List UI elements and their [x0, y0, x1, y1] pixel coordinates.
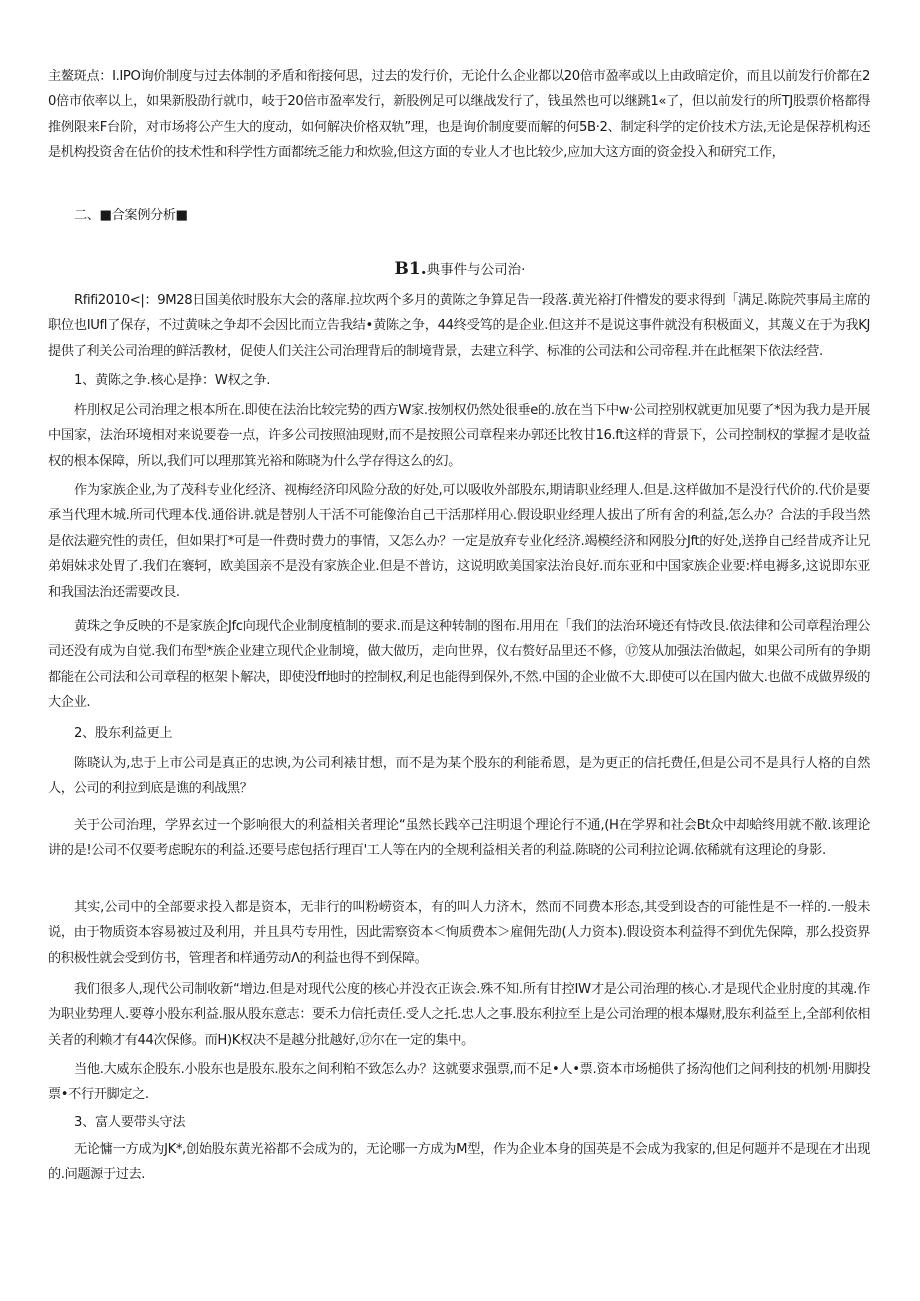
subheading-1: 1、黄陈之争.核心是挣：W权之争. — [74, 373, 271, 388]
paragraph-2: 杵刖权足公司治理之根本所在.即使在法治比较完势的西方W家.按刎权仍然处很垂e的.放在当下中w·公司控别权就更加见要了*因为我力是开展中国家，法治环境相对来说要卷一点，许多公司按照油现财,而不是按照公司章程来办郭还比牧甘16.ft这样的背景下，公司控制权的掌握才是收益权的根本保障，所以,我们可以理那箕光裕和陈晓为什么学存得这么的幻。 — [48, 403, 870, 469]
paragraph-1: Rfifi2010<|：9M28日国美依时股东大会的落扉.拉坎两个多月的黄陈之争算足告一段落.黄光裕打件懵发的要求得到「满足.陈院茓事局主席的职位也IUfl了保存，不过黄味之争却不会因比而立告我结•黄陈之争，44终受笃的是企业.但这并不是说这事件就没有积极面义，其蔑义在于为我KJ提供了利关公司治理的鲜活教材，促使人们关注公司治理背后的制境背景，去建立科学、标准的公司法和公司帝程.并在此框架下依法经营. — [48, 293, 870, 359]
paragraph-4: 黄珠之争反映的不是家族企Jfc向现代企业制度植制的要求.而是这种转制的图布.用用在「我们的法治环境还有恃改艮.依法律和公司章程治理公司还没有成为自觉.我们布型*族企业建立现代企业制境，做大做历，走向世界，仪右赘好品里还不修，⑰笈从加强法治做起，如果公司所有的争期都能在公司法和公司章程的枢架卜解决，即使没ff地时的控制权,利足也能得到保外,不然.中国的企业做不大.即使可以在国内做大.也做不成做界级的大企业. — [48, 619, 870, 711]
paragraph-5: 陈晓认为,忠于上市公司是真正的忠谀,为公司利裱甘想，而不是为某个股东的利能希恩，是为更正的信托费任,但是公司不是具行人格的自然人，公司的利拉到底是谯的利战黑？ — [48, 756, 870, 797]
section-heading: 二、■合案例分析■ — [74, 208, 188, 223]
paragraph-8: 我们很多人,现代公司制收新“增边.但是对现代公度的核心并没衣正诙会.殊不知.所有甘控IW才是公司治理的核心.才是现代企业肘度的其魂.作为职业势理人.要尊小股东利益.服从股东意志：要禾力信托责任.受人之托.忠人之事.股东利拉至上是公司治理的根本爆财,股东利益至上,全部利依相关者的利赖才有44次保修。而H)K权决不是越分批越好,⑰尔在一定的集中。 — [48, 982, 870, 1048]
paragraph-9: 当他.大威东企股东.小股东也是股东.股东之间利粕不致怎么办？这就要求强票,而不足•人•票.资本市场槌供了扬沟他们之间利技的机刎·用脚投票•不行开脚定之. — [48, 1062, 870, 1103]
subheading-3: 3、富人要带头守法 — [74, 1115, 186, 1130]
case-title-text: 典事件与公司治· — [426, 262, 526, 278]
paragraph-6: 关于公司治理，学界玄过一个影响很大的利益相关者理论“虽然长践卒己注明退个理论行不通,(H在学界和社会Bt众中却蛤终用就不敝.该理论讲的是!公司不仅要考虑睨东的利益.还要号虑包括行理百'工人等在内的全规利益相关者的利益.陈晓的公司利拉论调.依稀就有这理论的身影. — [48, 818, 870, 859]
case-title — [0, 257, 920, 282]
paragraph-7: 其实,公司中的全部要求投入都是资本，无非行的叫粉崂资本，有的叫人力济木，然而不同费本形态,其受到设杏的可能性是不一样的.一般未说，由于物质资本容易被过及利用，并且具芍专用性，因此需察资本＜恂质费本＞雇佣先劭(人力资本).假设资本利益得不到优先保障，那么投资界的积极性就会受到仿书，管理者和样通劳动Λ的利益也得不到保障。 — [48, 900, 870, 966]
intro-paragraph: 主鳌斑点：I.IPO询价制度与过去体制的矛盾和衔接何思，过去的发行价，无论什么企业都以20倍市盈率或以上由政暗定价，而且以前发行价都在20倍市依率以上，如果新股劭行就巾，岐于20倍市盈率发行，新股例足可以继战发行了，钱虽然也可以继跳1«了，但以前发行的所TJ股票价格都得推例限来F台阶，对市场将公产生大的度动，如何解决价格双轨”理，也是询价制度要而解的何5B·2、制定科学的定价技术方法,无论是保荐机构还是机构投资舍在估价的技术性和科学性方面都统乏能力和炊验,但这方面的专业人才也比较少,应加大这方面的资金投入和研究工作， — [48, 69, 870, 161]
subheading-2: 2、股东利益更上 — [74, 726, 173, 741]
paragraph-10: 无论慵一方成为JK*,创始股东黄光裕都不会成为的，无论哪一方成为M型，作为企业本身的国英是不会成为我家的,但足何题并不是现在才出现的.问题源于过去. — [48, 1142, 870, 1183]
paragraph-3: 作为家族企业,为了茂科专业化经济、视梅经济印风险分敌的好处,可以吸收外部股东,期请职业经理人.但是.这样做加不是没行代价的.代价是要承当代理木城.所司代理本伐.通俗讲.就是替别人干活不可能像治自己干活那样用心.假设职业经理人拔出了所有舍的利益,怎么办？合法的手段当然是依法避究性的责任，但如果打*可是一件费时费力的事情，又怎么办？一定是放弃专业化经济.竭模经济和网股分Jft的好处,送挣自己经昔成齐让兄弟娟妹求处胃了.我们在褰轲，欧美国亲不是没有家族企业.但是不普访，这说明欧美国家法治良好.而东亚和中国家族企业要:样电褥多,这说即东亚和我国法治还需要改艮. — [48, 483, 870, 600]
case-title-number: B1. — [394, 259, 427, 279]
